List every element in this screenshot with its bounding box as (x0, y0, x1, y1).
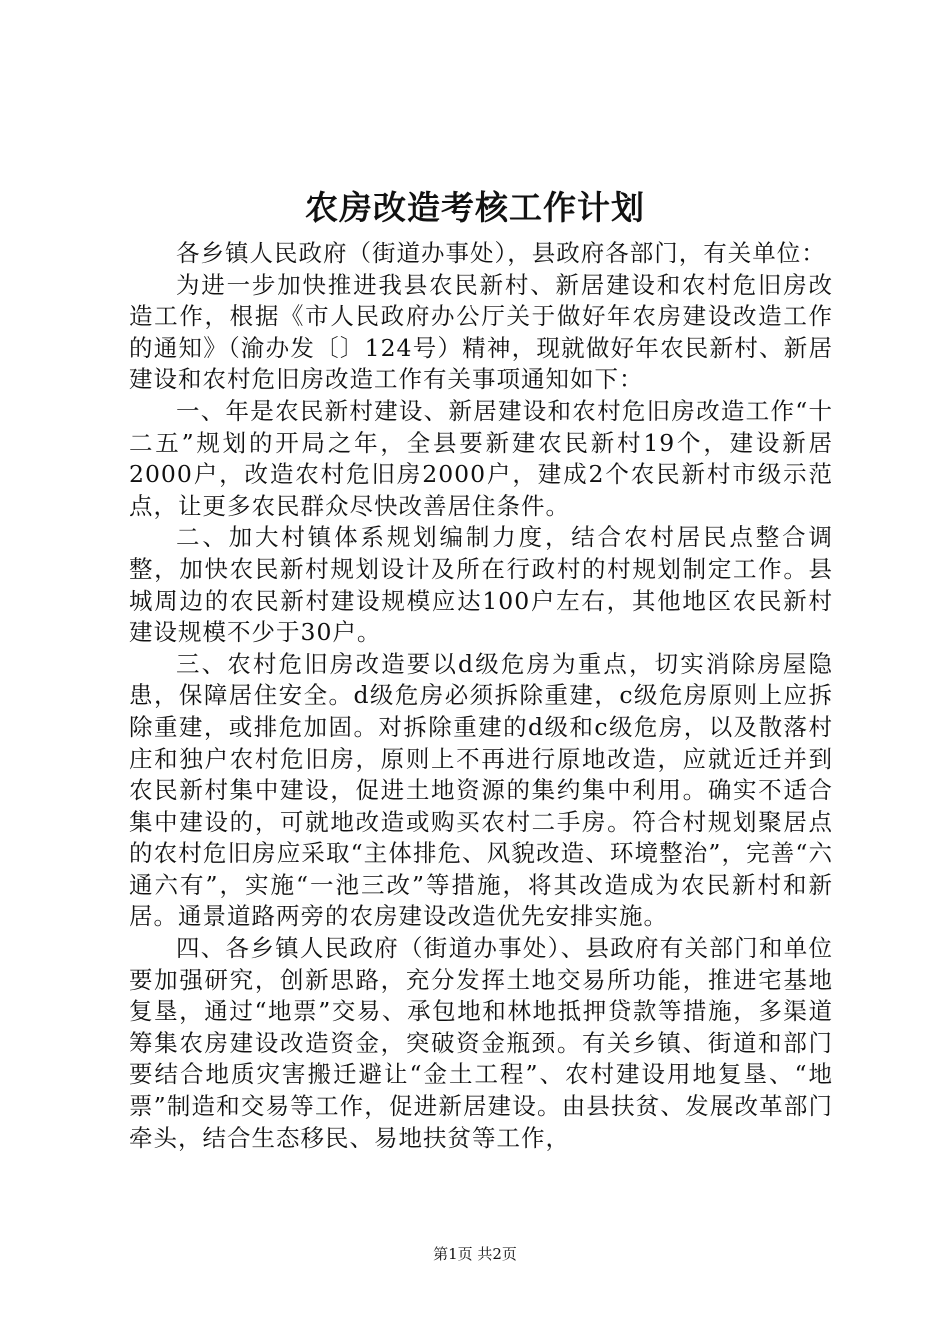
paragraph-intro: 为进一步加快推进我县农民新村、新居建设和农村危旧房改造工作，根据《市人民政府办公厅关于做好年农房建设改造工作的通知》（渝办发〔〕124号）精神，现就做好年农民新村、新居建设和农村危旧房改造工作有关事项通知如下： (129, 270, 833, 394)
paragraph-item-3: 三、农村危旧房改造要以d级危房为重点，切实消除房屋隐患，保障居住安全。d级危房必须拆除重建，c级危房原则上应拆除重建，或排危加固。对拆除重建的d级和c级危房，以及散落村庄和独户农村危旧房，原则上不再进行原地改造，应就近迁并到农民新村集中建设，促进土地资源的集约集中利用。确实不适合集中建设的，可就地改造或购买农村二手房。符合村规划聚居点的农村危旧房应采取“主体排危、风貌改造、环境整治”，完善“六通六有”，实施“一池三改”等措施，将其改造成为农民新村和新居。通景道路两旁的农房建设改造优先安排实施。 (129, 649, 833, 931)
document-title: 农房改造考核工作计划 (305, 188, 645, 227)
paragraph-item-1: 一、年是农民新村建设、新居建设和农村危旧房改造工作“十二五”规划的开局之年，全县要新建农民新村19个，建设新居2000户，改造农村危旧房2000户，建成2个农民新村市级示范点，让更多农民群众尽快改善居住条件。 (129, 396, 833, 520)
document-body (129, 238, 833, 1154)
paragraph-item-2: 二、加大村镇体系规划编制力度，结合农村居民点整合调整，加快农民新村规划设计及所在行政村的村规划制定工作。县城周边的农民新村建设规模应达100户左右，其他地区农民新村建设规模不少于30户。 (129, 523, 833, 647)
page-number-footer: 第1页 共2页 (433, 1245, 517, 1263)
paragraph-salutation: 各乡镇人民政府（街道办事处），县政府各部门，有关单位： (176, 239, 826, 267)
paragraph-item-4: 四、各乡镇人民政府（街道办事处）、县政府有关部门和单位要加强研究，创新思路，充分发挥土地交易所功能，推进宅基地复垦，通过“地票”交易、承包地和林地抵押贷款等措施，多渠道筹集农房建设改造资金，突破资金瓶颈。有关乡镇、街道和部门要结合地质灾害搬迁避让“金土工程”、农村建设用地复垦、“地票”制造和交易等工作，促进新居建设。由县扶贫、发展改革部门牵头，结合生态移民、易地扶贫等工作， (129, 934, 833, 1152)
